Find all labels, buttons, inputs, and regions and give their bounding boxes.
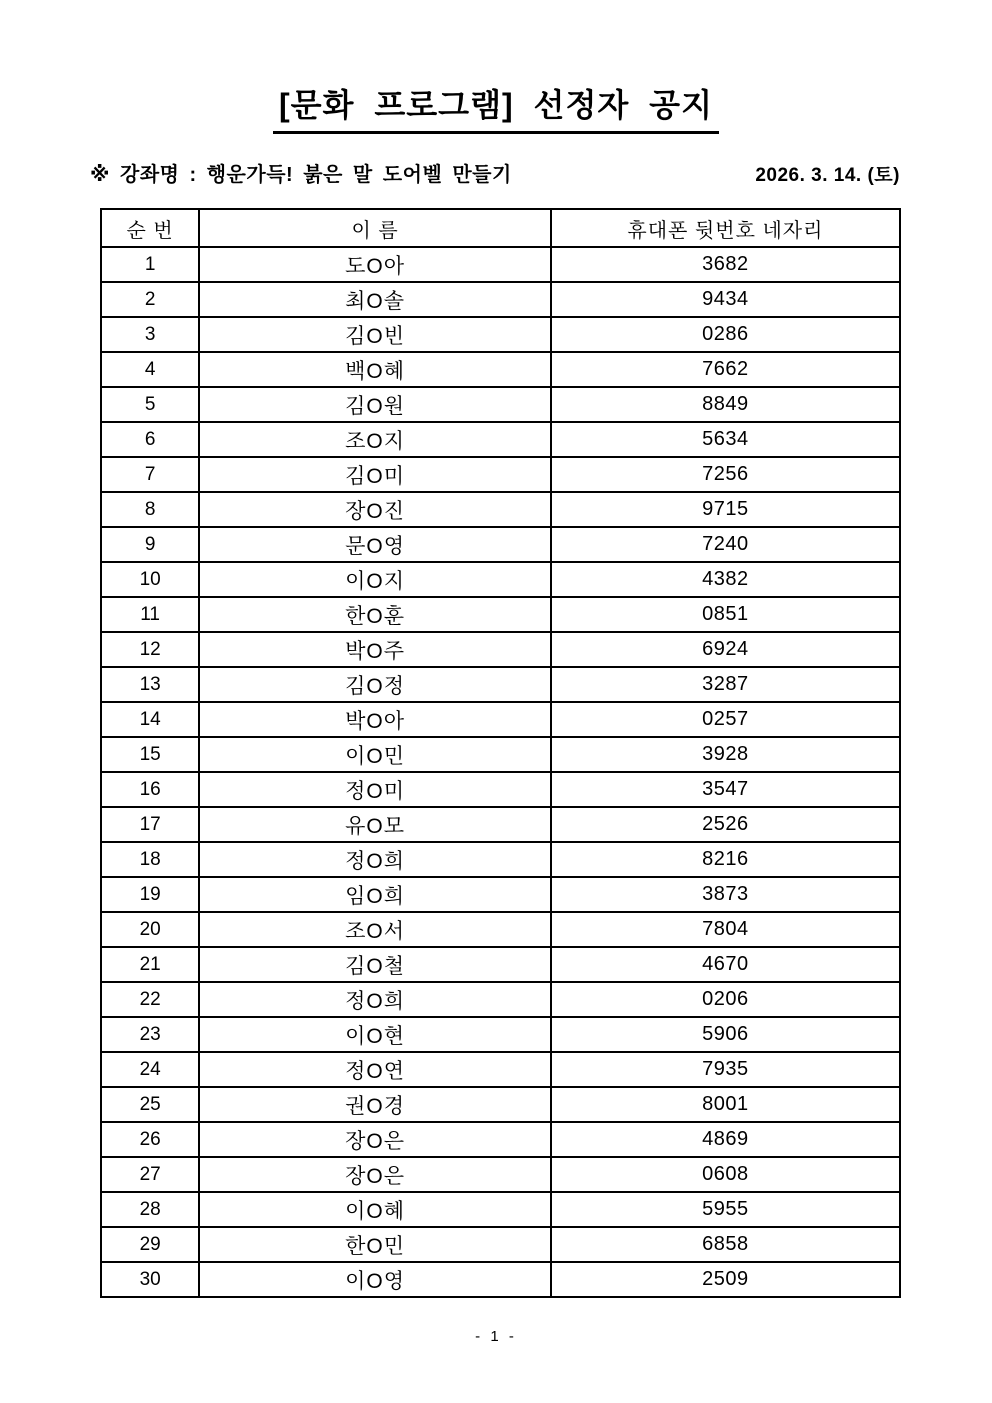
- row-phone-cell: 6858: [551, 1227, 900, 1262]
- row-phone-cell: 0851: [551, 597, 900, 632]
- table-row: [101, 807, 900, 842]
- table-row: [101, 1122, 900, 1157]
- table-row: [101, 1227, 900, 1262]
- row-phone-cell: 4869: [551, 1122, 900, 1157]
- row-phone-cell: 3928: [551, 737, 900, 772]
- row-phone-cell: 7804: [551, 912, 900, 947]
- row-phone-cell: 2526: [551, 807, 900, 842]
- row-number-cell: 1: [101, 247, 199, 282]
- row-phone-cell: 3873: [551, 877, 900, 912]
- row-name-cell: 김O원: [199, 387, 551, 422]
- row-name-cell: 장O은: [199, 1157, 551, 1192]
- table-row: [101, 247, 900, 282]
- table-row: [101, 1017, 900, 1052]
- row-number-cell: 6: [101, 422, 199, 457]
- table-row: [101, 912, 900, 947]
- page-title-text: [문화 프로그램] 선정자 공지: [273, 80, 719, 134]
- row-name-cell: 문O영: [199, 527, 551, 562]
- row-phone-cell: 6924: [551, 632, 900, 667]
- row-name-cell: 권O경: [199, 1087, 551, 1122]
- row-phone-cell: 9715: [551, 492, 900, 527]
- table-row: [101, 702, 900, 737]
- header-cell-number: 순 번: [101, 209, 199, 247]
- row-number-cell: 12: [101, 632, 199, 667]
- row-number-cell: 3: [101, 317, 199, 352]
- row-phone-cell: 8001: [551, 1087, 900, 1122]
- row-number-cell: 5: [101, 387, 199, 422]
- row-number-cell: 7: [101, 457, 199, 492]
- row-phone-cell: 7256: [551, 457, 900, 492]
- table-row: [101, 422, 900, 457]
- row-phone-cell: 3682: [551, 247, 900, 282]
- row-name-cell: 김O정: [199, 667, 551, 702]
- row-phone-cell: 0257: [551, 702, 900, 737]
- table-head: [101, 209, 900, 247]
- row-number-cell: 21: [101, 947, 199, 982]
- row-number-cell: 24: [101, 1052, 199, 1087]
- row-phone-cell: 5906: [551, 1017, 900, 1052]
- row-number-cell: 4: [101, 352, 199, 387]
- row-number-cell: 11: [101, 597, 199, 632]
- table-row: [101, 457, 900, 492]
- table-row: [101, 1052, 900, 1087]
- row-name-cell: 백O혜: [199, 352, 551, 387]
- row-phone-cell: 7662: [551, 352, 900, 387]
- header-cell-name: 이 름: [199, 209, 551, 247]
- subtitle-row: [90, 158, 900, 187]
- row-number-cell: 25: [101, 1087, 199, 1122]
- row-phone-cell: 5634: [551, 422, 900, 457]
- row-phone-cell: 3547: [551, 772, 900, 807]
- row-name-cell: 최O솔: [199, 282, 551, 317]
- row-name-cell: 임O희: [199, 877, 551, 912]
- row-name-cell: 한O훈: [199, 597, 551, 632]
- row-number-cell: 15: [101, 737, 199, 772]
- row-phone-cell: 0206: [551, 982, 900, 1017]
- page-number: - 1 -: [475, 1328, 517, 1345]
- row-name-cell: 한O민: [199, 1227, 551, 1262]
- row-phone-cell: 4670: [551, 947, 900, 982]
- row-phone-cell: 8849: [551, 387, 900, 422]
- row-name-cell: 이O현: [199, 1017, 551, 1052]
- row-name-cell: 이O민: [199, 737, 551, 772]
- row-phone-cell: 8216: [551, 842, 900, 877]
- row-number-cell: 19: [101, 877, 199, 912]
- row-name-cell: 이O영: [199, 1262, 551, 1297]
- table-row: [101, 387, 900, 422]
- row-phone-cell: 3287: [551, 667, 900, 702]
- page-title: [0, 80, 992, 134]
- row-number-cell: 13: [101, 667, 199, 702]
- row-number-cell: 17: [101, 807, 199, 842]
- row-name-cell: 장O은: [199, 1122, 551, 1157]
- row-number-cell: 27: [101, 1157, 199, 1192]
- row-name-cell: 정O희: [199, 842, 551, 877]
- row-number-cell: 14: [101, 702, 199, 737]
- table-row: [101, 1192, 900, 1227]
- row-name-cell: 장O진: [199, 492, 551, 527]
- row-number-cell: 10: [101, 562, 199, 597]
- row-name-cell: 김O빈: [199, 317, 551, 352]
- row-name-cell: 정O연: [199, 1052, 551, 1087]
- row-number-cell: 29: [101, 1227, 199, 1262]
- row-number-cell: 9: [101, 527, 199, 562]
- header-cell-phone: 휴대폰 뒷번호 네자리: [551, 209, 900, 247]
- row-number-cell: 20: [101, 912, 199, 947]
- table-row: [101, 947, 900, 982]
- row-name-cell: 이O혜: [199, 1192, 551, 1227]
- row-phone-cell: 7240: [551, 527, 900, 562]
- row-number-cell: 2: [101, 282, 199, 317]
- table-row: [101, 352, 900, 387]
- table-row: [101, 737, 900, 772]
- row-number-cell: 22: [101, 982, 199, 1017]
- row-name-cell: 김O미: [199, 457, 551, 492]
- table-row: [101, 317, 900, 352]
- row-name-cell: 정O미: [199, 772, 551, 807]
- row-number-cell: 30: [101, 1262, 199, 1297]
- table-row: [101, 597, 900, 632]
- row-phone-cell: 2509: [551, 1262, 900, 1297]
- row-name-cell: 박O아: [199, 702, 551, 737]
- row-phone-cell: 0608: [551, 1157, 900, 1192]
- table-row: [101, 667, 900, 702]
- table-row: [101, 492, 900, 527]
- row-phone-cell: 5955: [551, 1192, 900, 1227]
- table-row: [101, 842, 900, 877]
- table-body: [101, 247, 900, 1297]
- row-phone-cell: 9434: [551, 282, 900, 317]
- table-row: [101, 282, 900, 317]
- course-name-label: ※ 강좌명 : 행운가득! 붉은 말 도어벨 만들기: [90, 164, 512, 186]
- row-name-cell: 박O주: [199, 632, 551, 667]
- table-row: [101, 1087, 900, 1122]
- row-name-cell: 조O서: [199, 912, 551, 947]
- row-name-cell: 이O지: [199, 562, 551, 597]
- row-name-cell: 김O철: [199, 947, 551, 982]
- date-label: 2026. 3. 14. (토): [755, 165, 900, 186]
- row-name-cell: 정O희: [199, 982, 551, 1017]
- row-number-cell: 26: [101, 1122, 199, 1157]
- table-row: [101, 877, 900, 912]
- row-phone-cell: 7935: [551, 1052, 900, 1087]
- row-name-cell: 도O아: [199, 247, 551, 282]
- table-row: [101, 1262, 900, 1297]
- row-number-cell: 28: [101, 1192, 199, 1227]
- table-row: [101, 562, 900, 597]
- row-number-cell: 8: [101, 492, 199, 527]
- selection-table: [100, 208, 901, 1298]
- table-row: [101, 1157, 900, 1192]
- row-name-cell: 유O모: [199, 807, 551, 842]
- row-name-cell: 조O지: [199, 422, 551, 457]
- row-number-cell: 18: [101, 842, 199, 877]
- table-row: [101, 632, 900, 667]
- row-phone-cell: 0286: [551, 317, 900, 352]
- row-phone-cell: 4382: [551, 562, 900, 597]
- row-number-cell: 23: [101, 1017, 199, 1052]
- table-row: [101, 527, 900, 562]
- row-number-cell: 16: [101, 772, 199, 807]
- table-row: [101, 772, 900, 807]
- table-row: [101, 982, 900, 1017]
- table-header-row: [101, 209, 900, 247]
